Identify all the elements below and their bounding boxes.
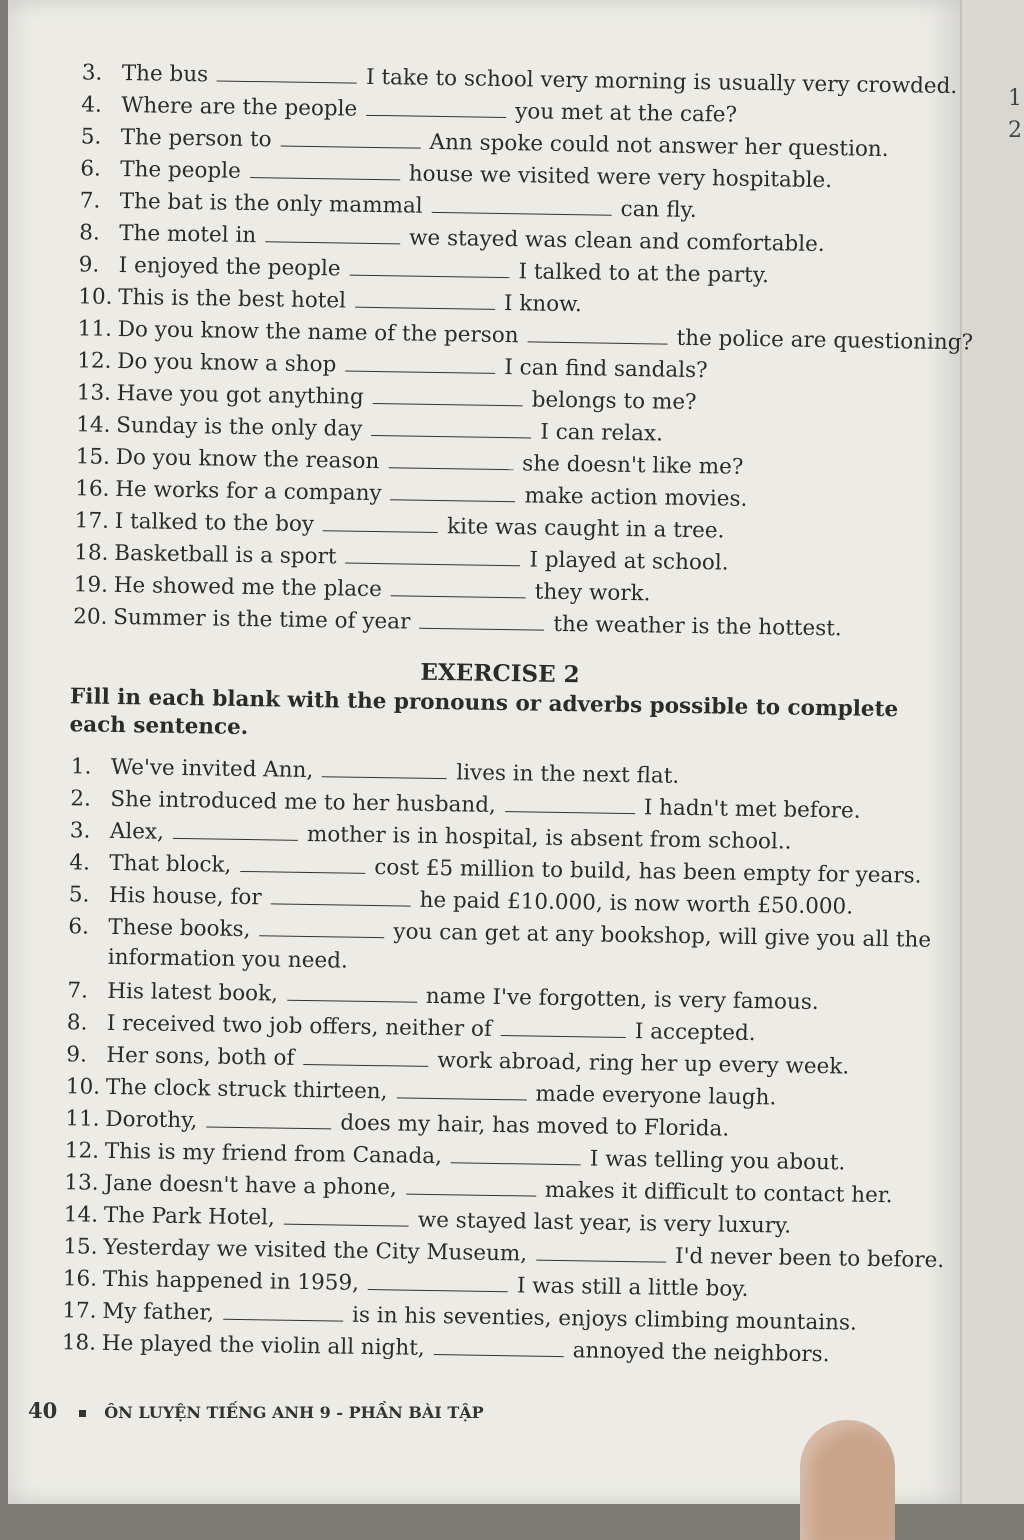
item-number: 3. [69,818,91,844]
answer-blank[interactable] [345,545,520,567]
item-text-before: I enjoyed the people [118,252,341,282]
answer-blank[interactable] [287,982,417,1003]
item-text-before: That block, [109,850,232,878]
item-text-after: she doesn't like me? [522,451,744,480]
item-text-after: name I've forgotten, is very famous. [425,983,819,1016]
item-text-after: the police are questioning? [676,325,974,356]
item-number: 17. [74,508,110,534]
item-text-after: I can find sandals? [504,355,708,384]
item-number: 8. [79,220,100,246]
item-text-after: I'd never been to before. [674,1243,945,1274]
answer-blank[interactable] [527,323,667,344]
item-text-before: This is the best hotel [118,284,347,314]
item-number: 17. [62,1298,97,1324]
answer-blank[interactable] [345,353,495,374]
item-text-after: made everyone laugh. [535,1081,777,1111]
item-number: 11. [65,1106,100,1132]
item-text-after: I hadn't met before. [643,795,861,824]
answer-blank[interactable] [501,1017,626,1038]
item-number: 3. [81,60,103,86]
item-text-after: I was still a little boy. [516,1273,749,1302]
item-number: 12. [64,1138,100,1164]
answer-blank[interactable] [322,758,447,779]
answer-blank[interactable] [355,289,495,310]
item-text-before: The bat is the only mammal [119,188,423,219]
answer-blank[interactable] [536,1242,666,1263]
item-number: 20. [73,604,108,630]
item-text-after: I know. [503,291,583,318]
answer-blank[interactable] [240,853,365,874]
answer-blank[interactable] [223,1301,343,1322]
item-text-before: The Park Hotel, [103,1202,276,1231]
answer-blank[interactable] [406,1176,536,1197]
item-text-before: The bus [121,60,209,88]
item-text-after: he paid £10.000, is now worth £50.000. [419,887,854,920]
item-number: 16. [62,1266,98,1292]
answer-blank[interactable] [250,159,400,180]
item-text-before: He played the violin all night, [101,1330,425,1361]
item-text-after: is in his seventies, enjoys climbing mountains. [351,1302,858,1336]
item-text-after: make action movies. [524,483,748,512]
item-number: 18. [61,1330,97,1356]
edge-mark: 2 [1008,118,1022,143]
item-text-before: I received two job offers, neither of [106,1010,493,1042]
answer-blank[interactable] [505,793,635,814]
item-text-before: Dorothy, [105,1106,198,1134]
answer-blank[interactable] [434,1336,564,1357]
item-number: 14. [63,1202,99,1228]
item-text-after: they work. [534,579,651,607]
answer-blank[interactable] [265,223,400,244]
item-number: 10. [78,284,113,310]
item-number: 8. [66,1010,88,1036]
exercise-2-instruction: Fill in each blank with the pronouns or adverbs possible to complete each sentence. [69,684,899,741]
item-text-before: Basketball is a sport [114,540,337,570]
item-text-after: lives in the next flat. [456,760,680,789]
item-text-before: Yesterday we visited the City Museum, [103,1234,528,1267]
item-text-before: Do you know a shop [117,348,337,378]
item-number: 15. [75,444,111,470]
book-title: ÔN LUYỆN TIẾNG ANH 9 - PHẦN BÀI TẬP [104,1403,484,1422]
item-text-before: Summer is the time of year [113,604,411,635]
item-text-before: He works for a company [115,476,382,507]
answer-blank[interactable] [271,885,411,906]
item-text-after: annoyed the neighbors. [572,1338,830,1368]
answer-blank[interactable] [391,481,516,502]
item-text-before: He showed me the place [113,572,382,603]
item-text-after: can fly. [620,196,697,224]
answer-blank[interactable] [284,1206,409,1227]
item-number: 6. [68,914,90,940]
item-text-before: We've invited Ann, [110,754,314,784]
item-text-after: we stayed last year, is very luxury. [417,1207,792,1239]
item-number: 2. [70,786,92,812]
item-text-after: I take to school very morning is usually very crowded. [365,64,958,100]
item-text-before: She introduced me to her husband, [110,786,497,818]
answer-blank[interactable] [303,1046,428,1067]
page-footer [28,1398,484,1423]
item-text-before: Do you know the name of the person [117,316,519,349]
item-number: 19. [73,572,109,598]
item-number: 16. [75,476,110,502]
item-text-after: Ann spoke could not answer her question. [429,129,889,163]
item-text-after: house we visited were very hospitable. [408,161,833,194]
item-text-before: His house, for [108,882,262,911]
item-text-after: does my hair, has moved to Florida. [340,1110,730,1142]
answer-blank[interactable] [366,97,506,118]
item-text-after: belongs to me? [531,387,697,416]
item-number: 9. [66,1042,88,1068]
answer-blank[interactable] [173,820,298,841]
item-text-before: The person to [120,124,272,153]
item-number: 10. [65,1074,101,1100]
item-text-after: I talked to at the party. [518,259,770,289]
thumb [800,1420,895,1540]
item-text-before: My father, [102,1298,215,1326]
item-number: 12. [77,348,112,374]
answer-blank[interactable] [391,577,526,598]
item-text-after: you can get at any bookshop, will give you all the [393,919,932,953]
page-number: 40 [28,1398,58,1423]
item-number: 4. [81,92,103,118]
item-number: 15. [63,1234,98,1260]
item-text-before: The motel in [119,220,257,249]
item-text-before: The people [120,156,242,184]
item-text-after: work abroad, ring her up every week. [437,1048,850,1080]
item-text-before: Jane doesn't have a phone, [104,1170,398,1201]
answer-blank[interactable] [388,449,513,470]
item-number: 6. [80,156,102,182]
item-number: 4. [69,850,91,876]
item-text-before: I talked to the boy [114,508,315,538]
answer-blank[interactable] [373,385,523,406]
item-text-before: These books, [108,914,251,943]
exercise-2-title: EXERCISE 2 [420,658,580,689]
item-text-after: I was telling you about. [589,1146,846,1176]
item-text-before: Have you got anything [116,380,364,410]
answer-blank[interactable] [396,1079,526,1100]
item-text-after: mother is in hospital, is absent from school.. [306,821,792,855]
item-text-before: The clock struck thirteen, [105,1074,388,1105]
answer-blank[interactable] [419,610,544,631]
answer-blank[interactable] [432,194,612,216]
edge-mark: 1 [1008,86,1022,111]
item-text-after: we stayed was clean and comfortable. [408,225,825,258]
item-text-before: Sunday is the only day [116,412,363,442]
item-number: 13. [64,1170,99,1196]
item-text-after: I played at school. [529,547,729,576]
answer-blank[interactable] [217,62,357,83]
answer-blank[interactable] [280,127,420,148]
bullet-square-icon [79,1410,86,1417]
item-number: 9. [78,252,100,278]
answer-blank[interactable] [259,917,384,938]
item-number: 5. [68,882,90,908]
item-text-after: I can relax. [540,419,664,447]
item-number: 1. [70,754,92,780]
answer-blank[interactable] [368,1271,508,1292]
item-text-after: kite was caught in a tree. [446,514,725,544]
item-text-after: makes it difficult to contact her. [544,1177,893,1209]
item-number: 14. [76,412,111,438]
item-number: 11. [77,316,113,342]
item-text-before: This happened in 1959, [102,1266,360,1296]
answer-blank[interactable] [206,1108,331,1129]
item-text-after: you met at the cafe? [515,99,738,128]
item-number: 5. [80,124,102,150]
item-text-after: cost £5 million to build, has been empty for years. [374,855,922,889]
item-text-before: Her sons, both of [106,1042,295,1071]
answer-blank[interactable] [349,257,509,279]
item-text-before: Where are the people [121,92,358,122]
next-page-edge [960,0,1024,1504]
item-text-after: the weather is the hottest. [553,611,842,642]
item-text-before: Alex, [109,818,165,845]
item-text-before: Do you know the reason [115,444,380,475]
item-continuation: information you need. [107,944,348,974]
item-number: 13. [76,380,112,406]
item-text-after: I accepted. [634,1019,756,1047]
answer-blank[interactable] [371,417,531,439]
item-number: 18. [74,540,109,566]
answer-blank[interactable] [451,1144,581,1165]
answer-blank[interactable] [323,512,438,533]
item-text-before: This is my friend from Canada, [104,1138,443,1170]
item-text-before: His latest book, [107,978,279,1007]
item-number: 7. [79,188,101,214]
item-number: 7. [67,978,89,1004]
